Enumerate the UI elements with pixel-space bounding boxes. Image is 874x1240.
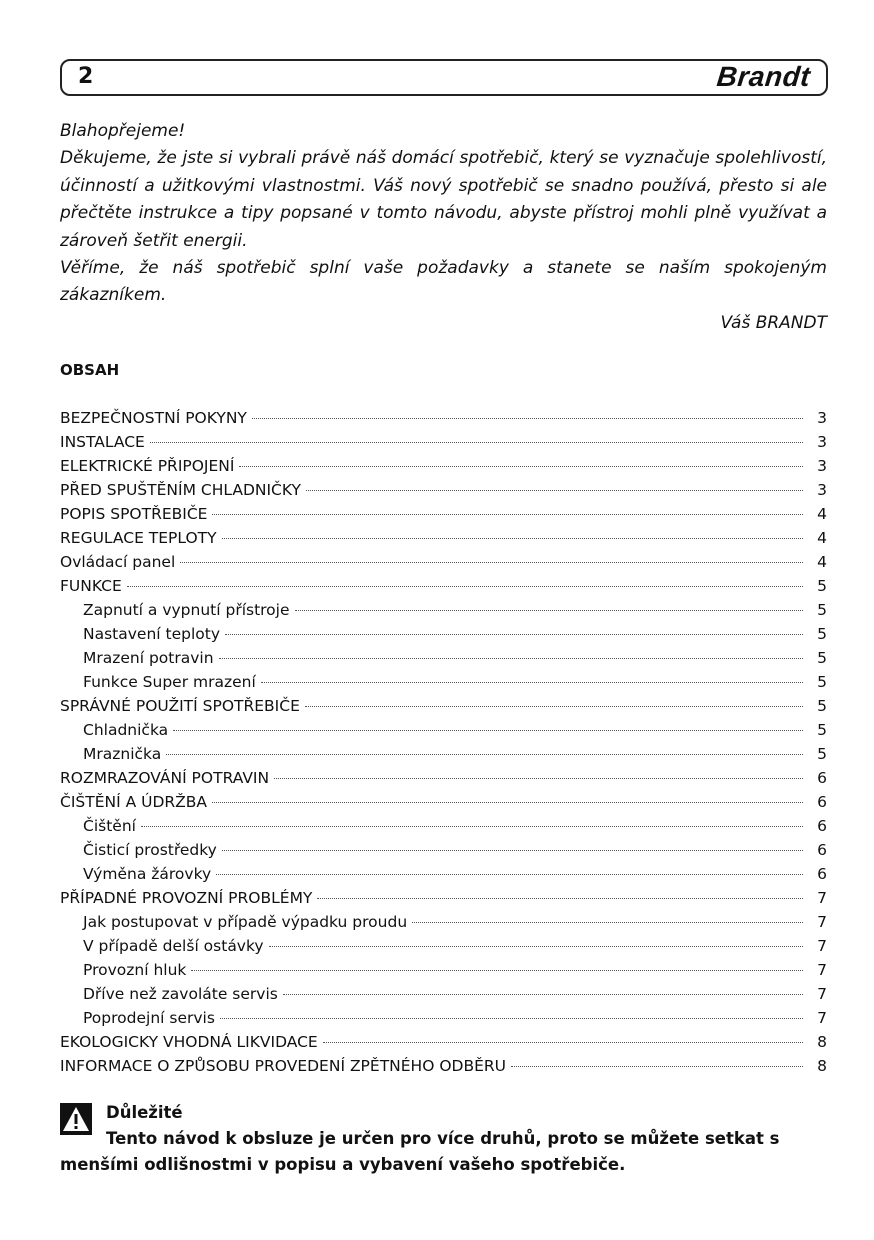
notice-text: Tento návod k obsluze je určen pro více druhů, proto se můžete setkat s menšími odlišnostmi v popisu a vybavení vašeho spotřebiče.	[60, 1129, 780, 1174]
toc-entry-label: Provozní hluk	[83, 961, 187, 979]
toc-entry-page: 7	[817, 985, 827, 1003]
toc-dot-leader	[212, 514, 803, 515]
toc-dot-leader	[150, 442, 803, 443]
toc-entry-label: FUNKCE	[60, 577, 122, 595]
toc-dot-leader	[222, 538, 803, 539]
toc-dot-leader	[216, 874, 803, 875]
toc-entry-label: Mraznička	[83, 745, 162, 763]
toc-entry	[60, 550, 827, 574]
toc-dot-leader	[173, 730, 803, 731]
intro-greeting: Blahopřejeme!	[60, 121, 186, 141]
toc-entry-label: ČIŠTĚNÍ A ÚDRŽBA	[60, 793, 208, 811]
toc-entry	[60, 766, 827, 790]
toc-entry-label: PŘÍPADNÉ PROVOZNÍ PROBLÉMY	[60, 889, 313, 907]
toc-entry	[60, 574, 827, 598]
toc-entry	[60, 430, 827, 454]
toc-entry	[60, 862, 827, 886]
toc-entry	[60, 958, 827, 982]
toc-entry-page: 5	[817, 649, 827, 667]
toc-dot-leader	[274, 778, 803, 779]
toc-entry-page: 8	[817, 1033, 827, 1051]
toc-entry	[60, 670, 827, 694]
toc-entry	[60, 718, 827, 742]
toc-entry	[60, 934, 827, 958]
toc-entry-label: Čisticí prostředky	[83, 841, 217, 859]
toc-dot-leader	[180, 562, 803, 563]
important-notice	[60, 1100, 827, 1178]
toc-dot-leader	[191, 970, 803, 971]
toc-entry-page: 4	[817, 553, 827, 571]
toc-entry-label: ROZMRAZOVÁNÍ POTRAVIN	[60, 769, 270, 787]
toc-entry	[60, 742, 827, 766]
toc-entry-label: Čištění	[83, 817, 136, 835]
toc-entry-page: 6	[817, 769, 827, 787]
toc-entry-page: 6	[817, 841, 827, 859]
toc-entry	[60, 838, 827, 862]
toc-entry-label: PŘED SPUŠTĚNÍM CHLADNIČKY	[60, 481, 301, 499]
toc-dot-leader	[511, 1066, 803, 1067]
toc-entry	[60, 886, 827, 910]
toc-entry-label: Výměna žárovky	[83, 865, 212, 883]
table-of-contents	[60, 406, 827, 1078]
toc-dot-leader	[295, 610, 803, 611]
page-number: 2	[78, 64, 94, 89]
toc-entry-label: INFORMACE O ZPŮSOBU PROVEDENÍ ZPĚTNÉHO ODBĚRU	[60, 1057, 507, 1075]
toc-dot-leader	[222, 850, 803, 851]
toc-entry-page: 7	[817, 937, 827, 955]
toc-entry-page: 7	[817, 1009, 827, 1027]
toc-entry-page: 3	[817, 409, 827, 427]
toc-dot-leader	[283, 994, 803, 995]
toc-entry-label: V případě delší ostávky	[83, 937, 264, 955]
toc-entry-page: 5	[817, 673, 827, 691]
toc-dot-leader	[220, 1018, 803, 1019]
toc-dot-leader	[219, 658, 803, 659]
toc-entry-page: 5	[817, 745, 827, 763]
toc-entry-label: Mrazení potravin	[83, 649, 214, 667]
toc-entry	[60, 982, 827, 1006]
toc-entry-page: 5	[817, 697, 827, 715]
toc-entry	[60, 454, 827, 478]
toc-dot-leader	[269, 946, 803, 947]
toc-entry-page: 5	[817, 721, 827, 739]
toc-entry-label: Zapnutí a vypnutí přístroje	[83, 601, 290, 619]
toc-entry	[60, 406, 827, 430]
toc-entry-page: 7	[817, 961, 827, 979]
notice-title: Důležité	[106, 1103, 183, 1122]
toc-dot-leader	[166, 754, 803, 755]
toc-entry	[60, 790, 827, 814]
toc-entry-label: BEZPEČNOSTNÍ POKYNY	[60, 409, 247, 427]
toc-dot-leader	[412, 922, 803, 923]
toc-entry-page: 4	[817, 505, 827, 523]
toc-entry-label: ELEKTRICKÉ PŘIPOJENÍ	[60, 457, 235, 475]
toc-entry-page: 3	[817, 457, 827, 475]
page-header	[60, 59, 828, 96]
toc-entry-page: 6	[817, 793, 827, 811]
toc-entry	[60, 622, 827, 646]
toc-entry-page: 7	[817, 889, 827, 907]
toc-dot-leader	[141, 826, 803, 827]
toc-entry	[60, 1030, 827, 1054]
toc-entry	[60, 814, 827, 838]
toc-entry-label: SPRÁVNÉ POUŽITÍ SPOTŘEBIČE	[60, 697, 300, 715]
toc-entry-page: 3	[817, 481, 827, 499]
toc-entry-label: Jak postupovat v případě výpadku proudu	[83, 913, 408, 931]
toc-entry	[60, 502, 827, 526]
toc-dot-leader	[252, 418, 803, 419]
toc-entry-label: Funkce Super mrazení	[83, 673, 256, 691]
toc-entry-page: 4	[817, 529, 827, 547]
toc-entry	[60, 910, 827, 934]
toc-entry-page: 5	[817, 601, 827, 619]
toc-entry-page: 5	[817, 625, 827, 643]
toc-entry-label: POPIS SPOTŘEBIČE	[60, 505, 208, 523]
toc-dot-leader	[323, 1042, 803, 1043]
toc-entry-page: 3	[817, 433, 827, 451]
toc-entry	[60, 526, 827, 550]
toc-title: OBSAH	[60, 361, 120, 379]
intro-signature: Váš BRANDT	[720, 312, 827, 333]
toc-entry-label: Ovládací panel	[60, 553, 176, 571]
toc-entry-page: 5	[817, 577, 827, 595]
toc-entry	[60, 646, 827, 670]
toc-dot-leader	[305, 706, 803, 707]
toc-entry-page: 7	[817, 913, 827, 931]
toc-entry-page: 6	[817, 817, 827, 835]
warning-triangle-icon	[60, 1103, 92, 1135]
toc-entry-page: 6	[817, 865, 827, 883]
toc-entry-label: Chladnička	[83, 721, 169, 739]
toc-dot-leader	[306, 490, 803, 491]
toc-entry	[60, 1006, 827, 1030]
toc-dot-leader	[127, 586, 803, 587]
toc-entry-page: 8	[817, 1057, 827, 1075]
intro-paragraph: Děkujeme, že jste si vybrali právě náš domácí spotřebič, který se vyznačuje spolehlivostí, účinností a užitkovými vlastnostmi. Váš nový spotřebič se snadno používá, přesto si ale přečtěte instrukce a tipy popsané v tomto návodu, abyste přístroj mohli plně využívat a zároveň šetřit energii.	[60, 148, 827, 251]
toc-entry-label: Poprodejní servis	[83, 1009, 215, 1027]
toc-entry-label: Dříve než zavoláte servis	[83, 985, 278, 1003]
toc-entry-label: EKOLOGICKY VHODNÁ LIKVIDACE	[60, 1033, 318, 1051]
toc-dot-leader	[239, 466, 803, 467]
toc-entry-label: REGULACE TEPLOTY	[60, 529, 217, 547]
toc-entry-label: Nastavení teploty	[83, 625, 221, 643]
toc-entry	[60, 478, 827, 502]
toc-entry	[60, 1054, 827, 1078]
toc-dot-leader	[261, 682, 803, 683]
brand-logo: Brandt	[715, 61, 812, 92]
toc-entry	[60, 694, 827, 718]
intro-closing: Věříme, že náš spotřebič splní vaše požadavky a stanete se naším spokojeným zákazníkem.	[60, 258, 827, 306]
toc-dot-leader	[212, 802, 803, 803]
toc-dot-leader	[317, 898, 803, 899]
toc-entry-label: INSTALACE	[60, 433, 145, 451]
toc-dot-leader	[225, 634, 803, 635]
intro-section	[60, 118, 827, 337]
toc-entry	[60, 598, 827, 622]
